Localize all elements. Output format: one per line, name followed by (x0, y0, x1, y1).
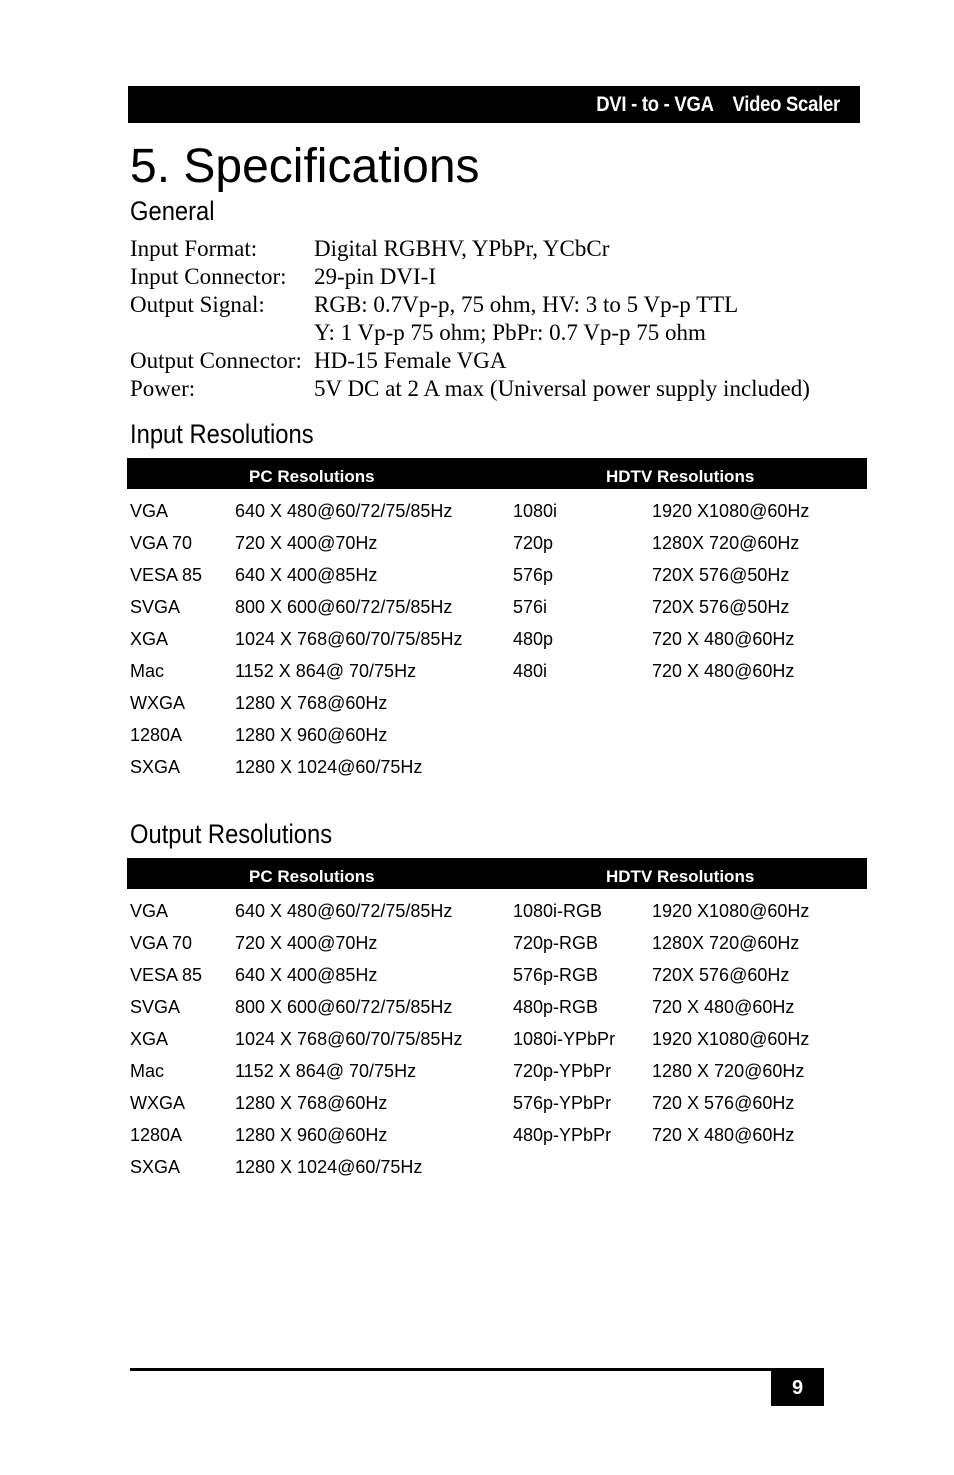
pc-mode-cell: Mac (130, 661, 165, 681)
hdtv-resolution-cell: 1280 X 720@60Hz (652, 1061, 805, 1081)
spec-row-output-signal (130, 291, 850, 319)
hdtv-resolution-cell: 720 X 480@60Hz (652, 629, 795, 649)
hdtv-resolution-cell: 720X 576@50Hz (652, 597, 790, 617)
hdtv-mode-cell: 720p-RGB (513, 933, 599, 953)
pc-resolution-cell: 1280 X 768@60Hz (235, 1093, 388, 1113)
hdtv-resolution-cell: 1920 X1080@60Hz (652, 501, 810, 521)
pc-resolution-cell: 800 X 600@60/72/75/85Hz (235, 997, 453, 1017)
pc-mode-cell: VGA (130, 901, 169, 921)
table-row (130, 1156, 866, 1188)
pc-mode-cell: XGA (130, 1029, 169, 1049)
pc-mode-cell: VGA 70 (130, 533, 193, 553)
spec-value: 29-pin DVI-I (314, 264, 436, 289)
spec-label (130, 319, 314, 347)
page-number: 9 (771, 1371, 824, 1406)
table-row (130, 756, 866, 788)
spec-row-power (130, 375, 850, 403)
pc-resolution-cell: 640 X 480@60/72/75/85Hz (235, 501, 453, 521)
pc-mode-cell: VESA 85 (130, 565, 203, 585)
spec-value: 5V DC at 2 A max (Universal power supply included) (314, 376, 810, 401)
table-row (130, 692, 866, 724)
spec-label: Output Signal: (130, 292, 265, 317)
hdtv-resolution-cell: 720 X 480@60Hz (652, 1125, 795, 1145)
running-header (128, 86, 860, 123)
table-row (130, 1060, 866, 1092)
spec-label: Input Connector: (130, 264, 287, 289)
pc-resolution-cell: 800 X 600@60/72/75/85Hz (235, 597, 453, 617)
page-title: 5. Specifications (130, 140, 480, 193)
hdtv-mode-cell: 1080i (513, 501, 558, 521)
pc-resolution-cell: 1024 X 768@60/70/75/85Hz (235, 629, 463, 649)
pc-mode-cell: SXGA (130, 1157, 181, 1177)
hdtv-resolution-cell: 720X 576@60Hz (652, 965, 790, 985)
output-resolutions-heading: Output Resolutions (130, 819, 333, 849)
pc-resolution-cell: 1280 X 1024@60/75Hz (235, 757, 423, 777)
hdtv-mode-cell: 576p (513, 565, 554, 585)
column-header-pc: PC Resolutions (249, 867, 375, 886)
pc-resolution-cell: 720 X 400@70Hz (235, 933, 378, 953)
footer-rule (130, 1368, 824, 1371)
input-resolutions-table (130, 500, 866, 788)
spec-row-output-signal-continued (130, 319, 850, 347)
column-header-hdtv: HDTV Resolutions (606, 467, 755, 486)
pc-mode-cell: WXGA (130, 1093, 186, 1113)
pc-mode-cell: VGA 70 (130, 933, 193, 953)
pc-resolution-cell: 1024 X 768@60/70/75/85Hz (235, 1029, 463, 1049)
pc-resolution-cell: 720 X 400@70Hz (235, 533, 378, 553)
hdtv-mode-cell: 1080i-RGB (513, 901, 603, 921)
running-header-title: DVI - to - VGA Video Scaler (596, 92, 840, 116)
pc-resolution-cell: 1280 X 1024@60/75Hz (235, 1157, 423, 1177)
table-row (130, 932, 866, 964)
table-row (130, 900, 866, 932)
hdtv-resolution-cell: 720 X 480@60Hz (652, 997, 795, 1017)
pc-resolution-cell: 640 X 400@85Hz (235, 965, 378, 985)
pc-mode-cell: Mac (130, 1061, 165, 1081)
output-resolutions-table-header (127, 858, 867, 889)
input-resolutions-table-header (127, 458, 867, 489)
hdtv-mode-cell: 576p-YPbPr (513, 1093, 612, 1113)
hdtv-resolution-cell: 1280X 720@60Hz (652, 933, 800, 953)
hdtv-mode-cell: 720p-YPbPr (513, 1061, 612, 1081)
table-row (130, 596, 866, 628)
table-row (130, 996, 866, 1028)
spec-value: Y: 1 Vp-p 75 ohm; PbPr: 0.7 Vp-p 75 ohm (314, 320, 706, 345)
hdtv-resolution-cell: 720 X 576@60Hz (652, 1093, 795, 1113)
hdtv-resolution-cell: 720X 576@50Hz (652, 565, 790, 585)
pc-resolution-cell: 640 X 400@85Hz (235, 565, 378, 585)
table-row (130, 500, 866, 532)
spec-value: Digital RGBHV, YPbPr, YCbCr (314, 236, 610, 261)
pc-resolution-cell: 1280 X 768@60Hz (235, 693, 388, 713)
hdtv-mode-cell: 576i (513, 597, 548, 617)
table-row (130, 1092, 866, 1124)
pc-mode-cell: SVGA (130, 997, 181, 1017)
hdtv-resolution-cell: 1280X 720@60Hz (652, 533, 800, 553)
pc-mode-cell: VGA (130, 501, 169, 521)
hdtv-mode-cell: 480p (513, 629, 554, 649)
hdtv-mode-cell: 720p (513, 533, 554, 553)
table-row (130, 964, 866, 996)
table-row (130, 628, 866, 660)
general-heading: General (130, 196, 215, 226)
spec-row-input-connector (130, 263, 850, 291)
spec-label: Output Connector: (130, 348, 302, 373)
pc-resolution-cell: 1280 X 960@60Hz (235, 1125, 388, 1145)
table-row (130, 1124, 866, 1156)
table-row (130, 660, 866, 692)
input-resolutions-heading: Input Resolutions (130, 419, 314, 449)
spec-value: HD-15 Female VGA (314, 348, 507, 373)
pc-mode-cell: WXGA (130, 693, 186, 713)
pc-resolution-cell: 1152 X 864@ 70/75Hz (235, 1061, 417, 1081)
general-spec-list (130, 235, 850, 403)
spec-label: Input Format: (130, 236, 258, 261)
pc-resolution-cell: 1280 X 960@60Hz (235, 725, 388, 745)
hdtv-mode-cell: 480p-YPbPr (513, 1125, 612, 1145)
table-row (130, 1028, 866, 1060)
column-header-hdtv: HDTV Resolutions (606, 867, 755, 886)
pc-mode-cell: 1280A (130, 725, 183, 745)
column-header-pc: PC Resolutions (249, 467, 375, 486)
pc-mode-cell: 1280A (130, 1125, 183, 1145)
spec-value: RGB: 0.7Vp-p, 75 ohm, HV: 3 to 5 Vp-p TTL (314, 292, 739, 317)
spec-row-input-format (130, 235, 850, 263)
pc-mode-cell: VESA 85 (130, 965, 203, 985)
hdtv-mode-cell: 1080i-YPbPr (513, 1029, 616, 1049)
table-row (130, 564, 866, 596)
pc-resolution-cell: 640 X 480@60/72/75/85Hz (235, 901, 453, 921)
hdtv-mode-cell: 480i (513, 661, 548, 681)
pc-mode-cell: XGA (130, 629, 169, 649)
hdtv-resolution-cell: 720 X 480@60Hz (652, 661, 795, 681)
pc-mode-cell: SVGA (130, 597, 181, 617)
table-row (130, 724, 866, 756)
hdtv-resolution-cell: 1920 X1080@60Hz (652, 901, 810, 921)
table-row (130, 532, 866, 564)
output-resolutions-table (130, 900, 866, 1188)
hdtv-resolution-cell: 1920 X1080@60Hz (652, 1029, 810, 1049)
spec-label: Power: (130, 376, 196, 401)
pc-resolution-cell: 1152 X 864@ 70/75Hz (235, 661, 417, 681)
hdtv-mode-cell: 576p-RGB (513, 965, 599, 985)
pc-mode-cell: SXGA (130, 757, 181, 777)
spec-row-output-connector (130, 347, 850, 375)
hdtv-mode-cell: 480p-RGB (513, 997, 599, 1017)
